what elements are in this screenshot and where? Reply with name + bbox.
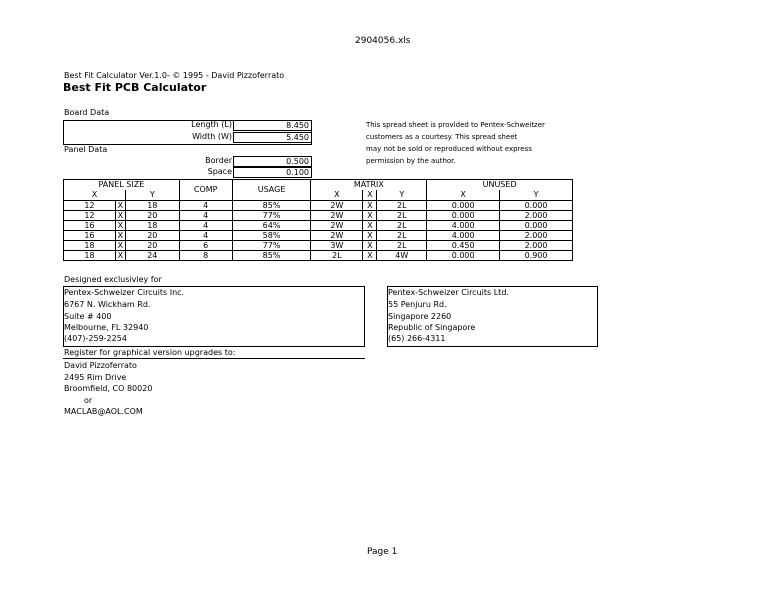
border-value[interactable]: 0.500 <box>233 156 312 167</box>
matrix-x-header: X <box>311 190 363 201</box>
table-cell-usage: 85% <box>232 251 311 261</box>
table-cell-m2: 2L <box>377 201 427 211</box>
table-cell-ux: 0.000 <box>427 251 500 261</box>
table-cell-m1: 3W <box>311 241 363 251</box>
sg-address-line: (65) 266-4311 <box>388 334 446 343</box>
width-value[interactable]: 5.450 <box>233 132 312 143</box>
results-table <box>63 179 573 261</box>
table-cell-ux: 4.000 <box>427 221 500 231</box>
table-cell-usage: 77% <box>232 211 311 221</box>
table-cell-comp: 4 <box>179 221 232 231</box>
register-line: Broomfield, CO 80020 <box>64 384 153 393</box>
us-address-box <box>63 286 365 347</box>
calculator-version-line: Best Fit Calculator Ver.1.0- © 1995 - David Pizzoferrato <box>64 71 285 80</box>
space-value[interactable]: 0.100 <box>233 167 312 178</box>
register-label: Register for graphical version upgrades to: <box>64 348 236 357</box>
sg-address-line: 55 Penjuru Rd. <box>388 300 447 309</box>
us-address-line: Melbourne, FL 32940 <box>64 323 149 332</box>
table-cell-sep: X <box>115 221 125 231</box>
table-cell-m1: 2W <box>311 211 363 221</box>
table-cell-sep: X <box>115 251 125 261</box>
table-cell-msep: X <box>363 241 377 251</box>
us-address-line: 6767 N. Wickham Rd. <box>64 300 151 309</box>
matrix-sep-header: X <box>363 190 377 201</box>
table-cell-py: 20 <box>125 241 179 251</box>
table-cell-m2: 4W <box>377 251 427 261</box>
table-row <box>64 211 573 221</box>
us-address-line: (407)-259-2254 <box>64 334 127 343</box>
table-cell-sep: X <box>115 241 125 251</box>
designed-for-label: Designed exclusivley for <box>64 275 162 284</box>
page-number: Page 1 <box>367 547 398 557</box>
notice-line-1: This spread sheet is provided to Pentex-Schweitzer <box>366 121 545 129</box>
space-label: Space <box>207 167 232 176</box>
table-cell-usage: 77% <box>232 241 311 251</box>
table-cell-m1: 2W <box>311 201 363 211</box>
panel-size-header: PANEL SIZE <box>64 180 180 191</box>
table-cell-msep: X <box>363 231 377 241</box>
register-underline <box>63 358 365 359</box>
table-cell-m1: 2W <box>311 231 363 241</box>
table-cell-sep: X <box>115 231 125 241</box>
comp-header: COMP <box>179 180 232 201</box>
table-cell-comp: 4 <box>179 211 232 221</box>
table-cell-py: 24 <box>125 251 179 261</box>
table-cell-m1: 2W <box>311 221 363 231</box>
sg-address-line: Pentex-Schweizer Circuits Ltd. <box>388 288 509 297</box>
sg-address-line: Republic of Singapore <box>388 323 476 332</box>
table-cell-msep: X <box>363 251 377 261</box>
notice-line-2: customers as a courtesy. This spread sheet <box>366 133 518 141</box>
table-cell-comp: 8 <box>179 251 232 261</box>
table-row <box>64 231 573 241</box>
table-cell-usage: 64% <box>232 221 311 231</box>
panel-x-header: X <box>64 190 126 201</box>
table-cell-uy: 0.000 <box>500 201 573 211</box>
table-cell-py: 20 <box>125 211 179 221</box>
table-cell-m2: 2L <box>377 231 427 241</box>
sg-address-line: Singapore 2260 <box>388 312 452 321</box>
table-cell-px: 16 <box>64 221 116 231</box>
table-row <box>64 241 573 251</box>
table-cell-px: 12 <box>64 201 116 211</box>
table-cell-comp: 4 <box>179 201 232 211</box>
table-cell-px: 12 <box>64 211 116 221</box>
table-cell-ux: 0.450 <box>427 241 500 251</box>
table-cell-ux: 0.000 <box>427 201 500 211</box>
table-cell-comp: 4 <box>179 231 232 241</box>
table-cell-py: 18 <box>125 221 179 231</box>
table-cell-sep: X <box>115 211 125 221</box>
unused-y-header: Y <box>500 190 573 201</box>
table-cell-uy: 2.000 <box>500 231 573 241</box>
table-cell-comp: 6 <box>179 241 232 251</box>
register-line: 2495 Rim Drive <box>64 373 127 382</box>
table-cell-uy: 2.000 <box>500 241 573 251</box>
notice-line-3: may not be sold or reproduced without express <box>366 145 532 153</box>
table-cell-msep: X <box>363 211 377 221</box>
table-cell-usage: 85% <box>232 201 311 211</box>
usage-header: USAGE <box>232 180 311 201</box>
table-cell-px: 18 <box>64 241 116 251</box>
table-row <box>64 201 573 211</box>
table-cell-m2: 2L <box>377 241 427 251</box>
us-address-line: Pentex-Schweizer Circuits Inc. <box>64 288 185 297</box>
table-cell-px: 16 <box>64 231 116 241</box>
table-row <box>64 251 573 261</box>
page-title: Best Fit PCB Calculator <box>63 81 207 94</box>
table-cell-m2: 2L <box>377 211 427 221</box>
table-cell-m1: 2L <box>311 251 363 261</box>
panel-data-label: Panel Data <box>64 145 108 154</box>
table-cell-msep: X <box>363 201 377 211</box>
table-cell-usage: 58% <box>232 231 311 241</box>
us-address-line: Suite # 400 <box>64 312 112 321</box>
table-cell-msep: X <box>363 221 377 231</box>
table-cell-uy: 0.000 <box>500 221 573 231</box>
unused-x-header: X <box>427 190 500 201</box>
length-label: Length (L) <box>191 120 232 129</box>
table-cell-sep: X <box>115 201 125 211</box>
register-email: MACLAB@AOL.COM <box>64 407 143 416</box>
matrix-header: MATRIX <box>311 180 427 191</box>
table-cell-ux: 0.000 <box>427 211 500 221</box>
table-cell-uy: 0.900 <box>500 251 573 261</box>
table-cell-uy: 2.000 <box>500 211 573 221</box>
register-line: David Pizzoferrato <box>64 361 137 370</box>
table-row <box>64 221 573 231</box>
notice-line-4: permission by the author. <box>366 157 456 165</box>
matrix-y-header: Y <box>377 190 427 201</box>
table-cell-m2: 2L <box>377 221 427 231</box>
board-data-label: Board Data <box>64 108 110 117</box>
singapore-address-box <box>387 286 598 347</box>
table-cell-py: 20 <box>125 231 179 241</box>
table-cell-px: 18 <box>64 251 116 261</box>
table-cell-ux: 4.000 <box>427 231 500 241</box>
panel-y-header: Y <box>125 190 179 201</box>
unused-header: UNUSED <box>427 180 573 191</box>
register-line: or <box>84 396 93 405</box>
table-cell-py: 18 <box>125 201 179 211</box>
border-label: Border <box>205 156 232 165</box>
width-label: Width (W) <box>192 132 232 141</box>
length-value[interactable]: 8.450 <box>233 120 312 131</box>
file-name: 2904056.xls <box>355 36 411 46</box>
